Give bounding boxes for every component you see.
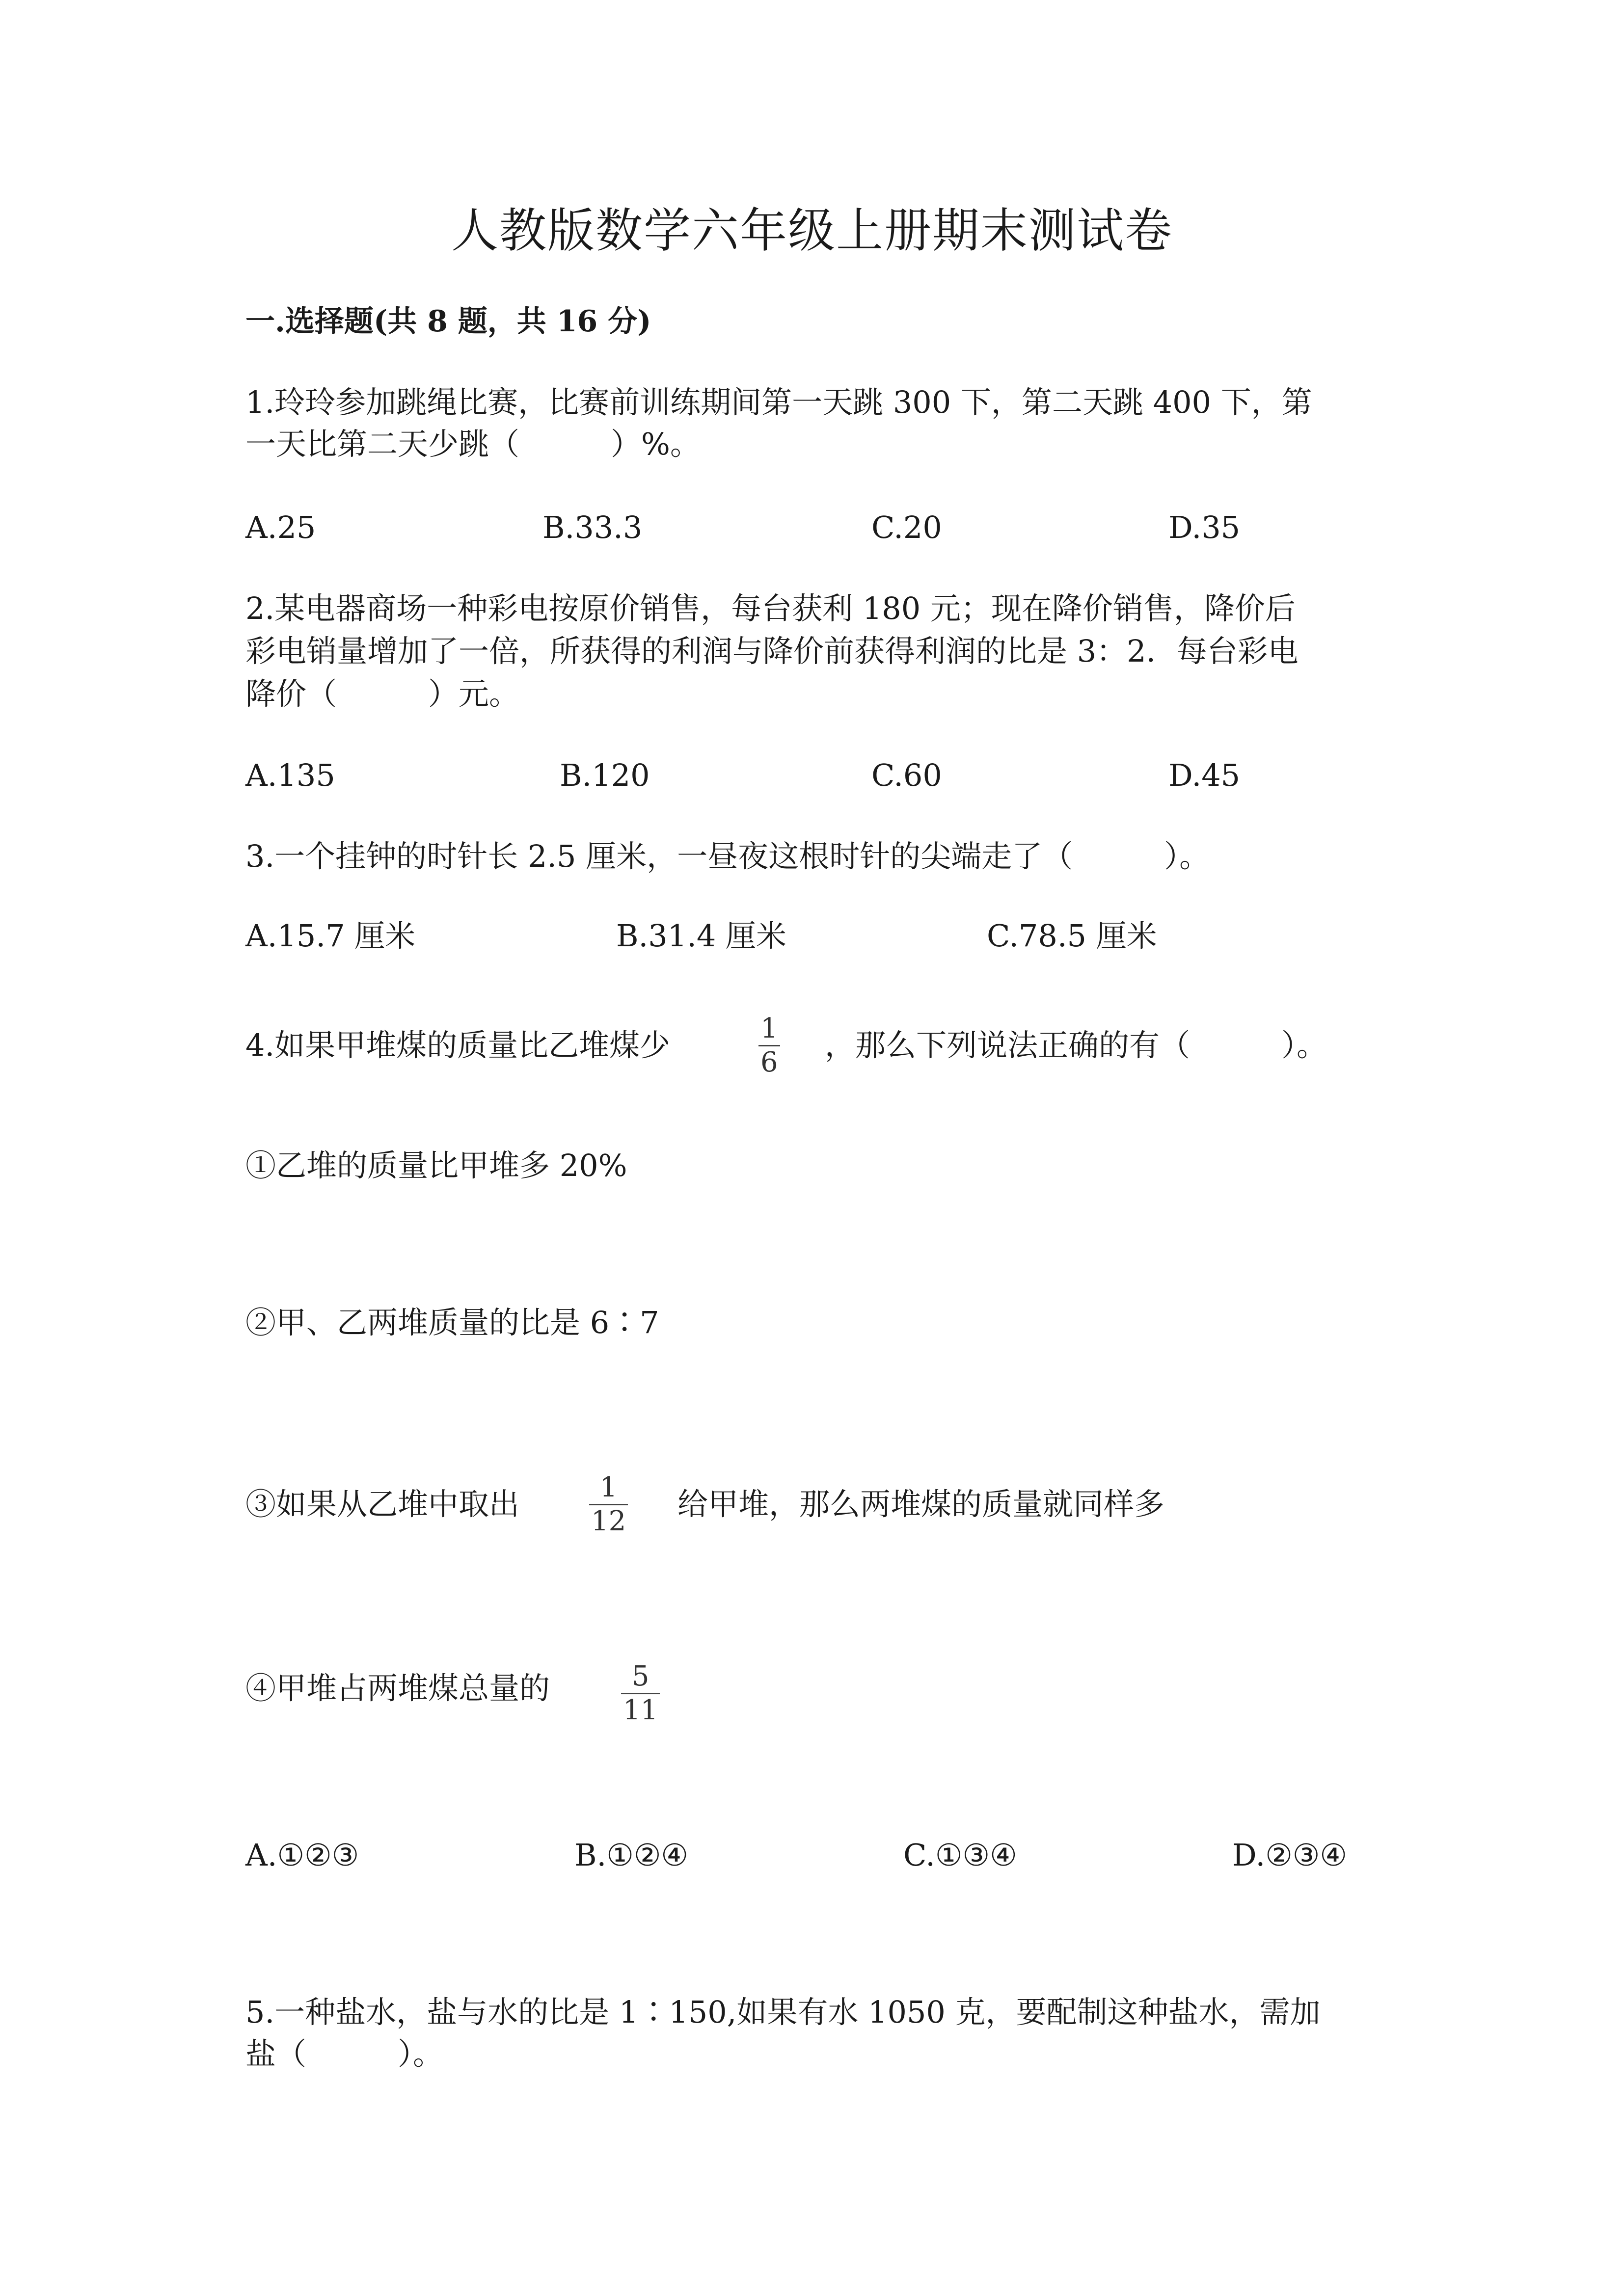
fraction-denominator: 11: [623, 1694, 658, 1726]
fraction-denominator: 12: [591, 1505, 626, 1537]
fraction-denominator: 6: [760, 1046, 778, 1078]
question-1-line-2: 一天比第二天少跳（ ）%。: [245, 426, 701, 462]
question-1-line-1: 1.玲玲参加跳绳比赛，比赛前训练期间第一天跳 300 下，第二天跳 400 下，第: [245, 384, 1312, 420]
question-4-option-b: B.①②④: [574, 1837, 689, 1873]
question-4-statement-4-before: ④甲堆占两堆煤总量的: [245, 1670, 550, 1706]
question-3-option-c: C.78.5 厘米: [987, 918, 1157, 954]
question-5-line-1: 5.一种盐水，盐与水的比是 1∶150,如果有水 1050 克，要配制这种盐水，需加: [245, 1994, 1321, 2030]
question-4-statement-2: ②甲、乙两堆质量的比是 6∶7: [245, 1305, 659, 1340]
question-5-line-2: 盐（ ）。: [245, 2036, 444, 2072]
question-4-statement-3-fraction: [589, 1472, 628, 1537]
question-2-line-3: 降价（ ）元。: [245, 676, 520, 712]
question-2-option-c: C.60: [871, 757, 942, 793]
fraction-numerator: 5: [631, 1660, 650, 1692]
question-1-option-b: B.33.3: [542, 509, 643, 545]
question-4-option-d: D.②③④: [1232, 1837, 1347, 1873]
question-3-line-1: 3.一个挂钟的时针长 2.5 厘米，一昼夜这根时针的尖端走了（ ）。: [245, 838, 1210, 874]
question-4-option-a: A.①②③: [245, 1837, 359, 1873]
question-4-statement-4-fraction: [621, 1661, 660, 1726]
question-3-option-a: A.15.7 厘米: [245, 918, 416, 954]
question-4-statement-1: ①乙堆的质量比甲堆多 20%: [245, 1148, 627, 1183]
question-2-line-1: 2.某电器商场一种彩电按原价销售，每台获利 180 元；现在降价销售，降价后: [245, 590, 1296, 626]
question-1-option-d: D.35: [1168, 509, 1241, 545]
question-4-statement-3-after: 给甲堆，那么两堆煤的质量就同样多: [677, 1486, 1165, 1522]
question-2-line-2: 彩电销量增加了一倍，所获得的利润与降价前获得利润的比是 3：2．每台彩电: [245, 633, 1299, 669]
question-4-statement-3-before: ③如果从乙堆中取出: [245, 1486, 520, 1522]
question-4-fraction: [758, 1014, 780, 1078]
question-1-option-a: A.25: [245, 509, 316, 545]
question-2-option-b: B.120: [560, 757, 650, 793]
fraction-numerator: 1: [599, 1471, 618, 1503]
section-heading: 一.选择题(共 8 题，共 16 分): [245, 304, 651, 339]
question-4-stem-before: 4.如果甲堆煤的质量比乙堆煤少: [245, 1027, 671, 1063]
page-title: 人教版数学六年级上册期末测试卷: [451, 203, 1173, 258]
question-2-option-d: D.45: [1168, 757, 1241, 793]
question-2-option-a: A.135: [245, 757, 335, 793]
question-1-option-c: C.20: [871, 509, 942, 545]
question-3-option-b: B.31.4 厘米: [616, 918, 787, 954]
fraction-numerator: 1: [760, 1013, 778, 1044]
question-4-stem-after: ，那么下列说法正确的有（ ）。: [825, 1027, 1327, 1063]
question-4-option-c: C.①③④: [903, 1837, 1017, 1873]
